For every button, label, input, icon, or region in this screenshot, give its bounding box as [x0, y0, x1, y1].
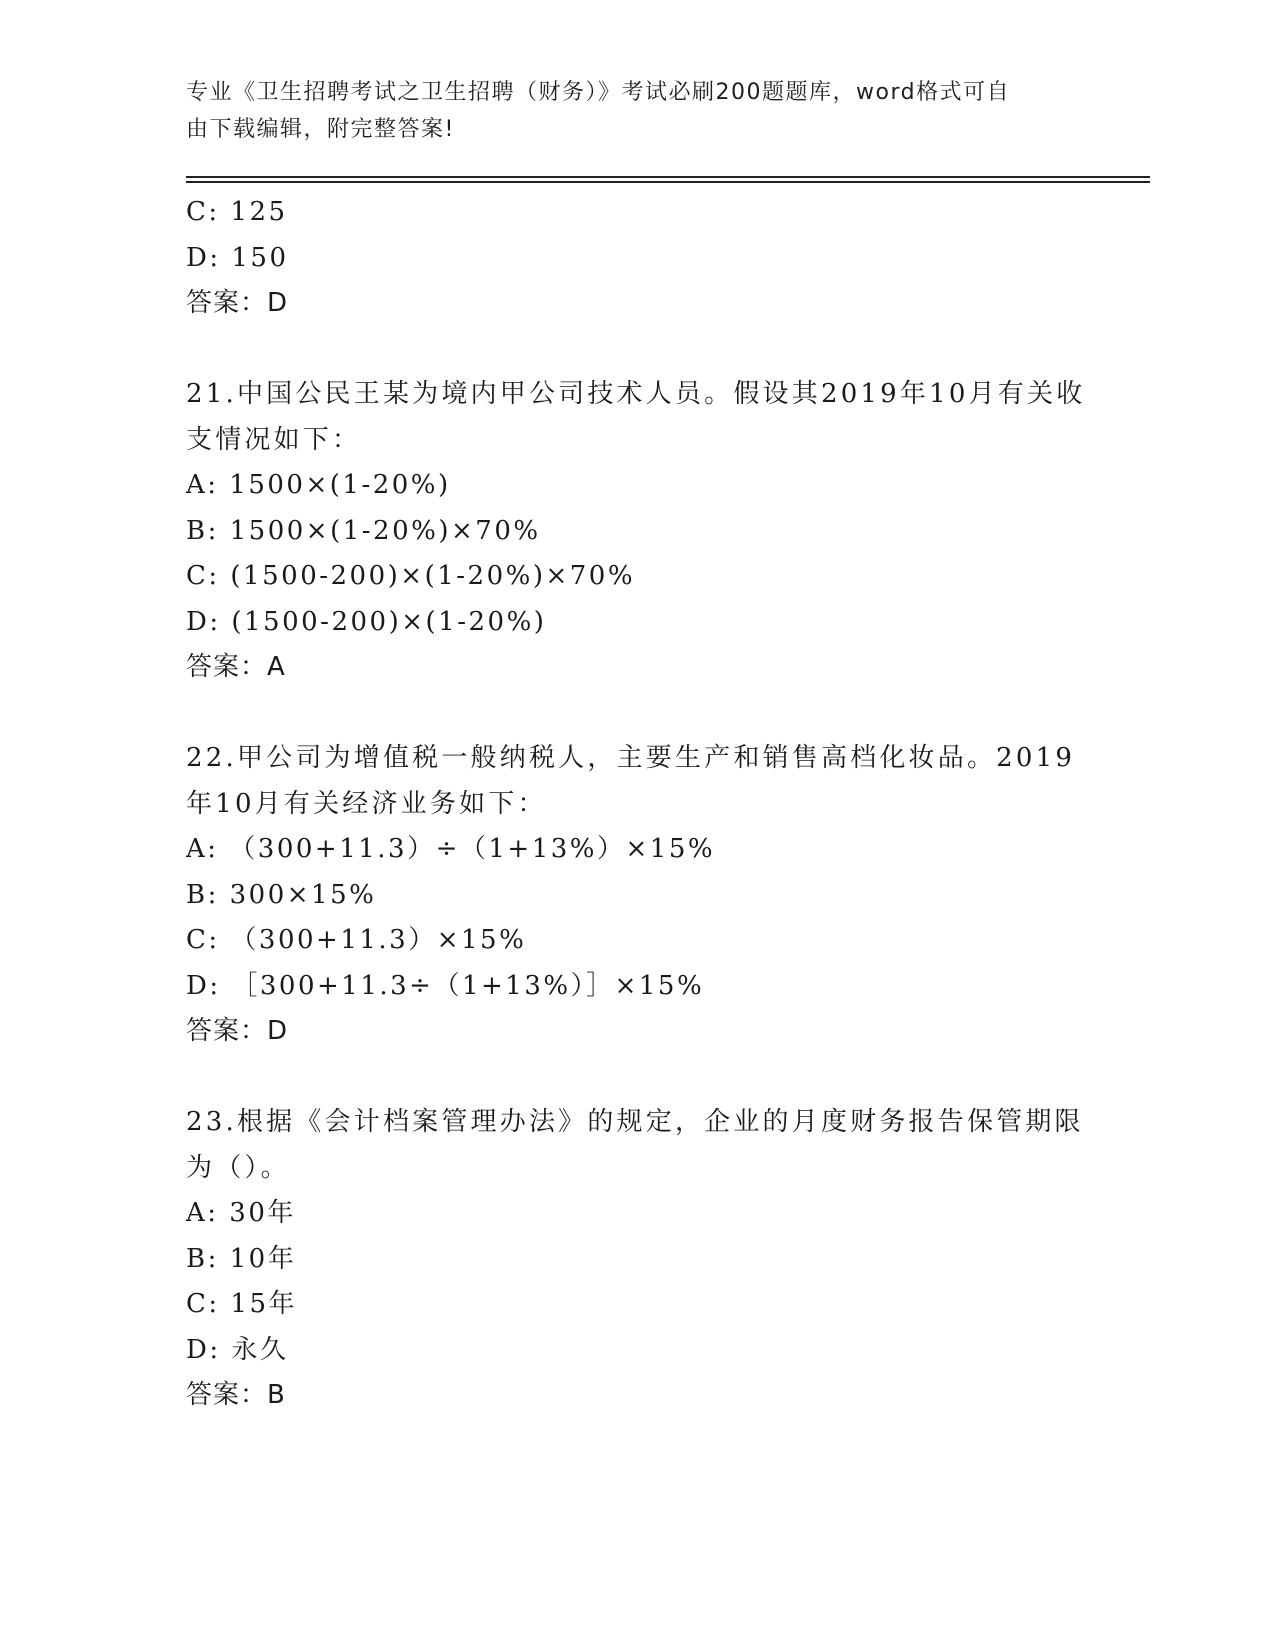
answer-line: 答案：A: [186, 652, 286, 682]
option-d: D: 永久: [186, 1334, 289, 1365]
option-b: B: 10年: [186, 1243, 297, 1274]
option-c: C: 15年: [186, 1289, 298, 1319]
answer-line: 答案：B: [186, 1380, 286, 1410]
option-c: C: （300+11.3）×15%: [186, 925, 527, 955]
header-line-1: 专业《卫生招聘考试之卫生招聘（财务）》考试必刷200题题库，word格式可自: [186, 80, 1011, 105]
spacer: [186, 327, 1106, 373]
question-stem-line-1: 23.根据《会计档案管理办法》的规定，企业的月度财务报告保管期限: [186, 1107, 1084, 1137]
question-20-tail: [186, 190, 1106, 327]
option-d: D: (1500-200)×(1-20%): [186, 606, 547, 637]
option-b: B: 300×15%: [186, 879, 377, 910]
document-body: [186, 190, 1106, 1419]
spacer: [186, 691, 1106, 737]
option-a: A: 30年: [186, 1198, 296, 1228]
header-divider-bottom: [186, 181, 1150, 183]
header-line-2: 由下载编辑，附完整答案!: [186, 117, 455, 142]
question-stem-line-2: 支情况如下：: [186, 424, 362, 455]
option-b: B: 1500×(1-20%)×70%: [186, 515, 541, 546]
question-stem-line-2: 年10月有关经济业务如下：: [186, 788, 547, 819]
answer-line: 答案：D: [186, 288, 289, 318]
option-a: A: （300+11.3）÷（1+13%）×15%: [186, 834, 716, 864]
option-c: C: (1500-200)×(1-20%)×70%: [186, 561, 636, 591]
option-d: D: ［300+11.3÷（1+13%）］×15%: [186, 970, 705, 1001]
header-divider-top: [186, 176, 1150, 178]
question-stem-line-2: 为（）。: [186, 1152, 290, 1183]
question-stem-line-1: 22.甲公司为增值税一般纳税人，主要生产和销售高档化妆品。2019: [186, 743, 1076, 773]
question-23: [186, 1100, 1106, 1419]
answer-line: 答案：D: [186, 1016, 289, 1046]
question-21: [186, 372, 1106, 691]
option-a: A: 1500×(1-20%): [186, 470, 451, 500]
spacer: [186, 1055, 1106, 1101]
option-d: D: 150: [186, 242, 289, 273]
option-c: C: 125: [186, 197, 288, 227]
page-header: [186, 74, 1066, 148]
question-22: [186, 736, 1106, 1055]
question-stem-line-1: 21.中国公民王某为境内甲公司技术人员。假设其2019年10月有关收: [186, 379, 1086, 409]
